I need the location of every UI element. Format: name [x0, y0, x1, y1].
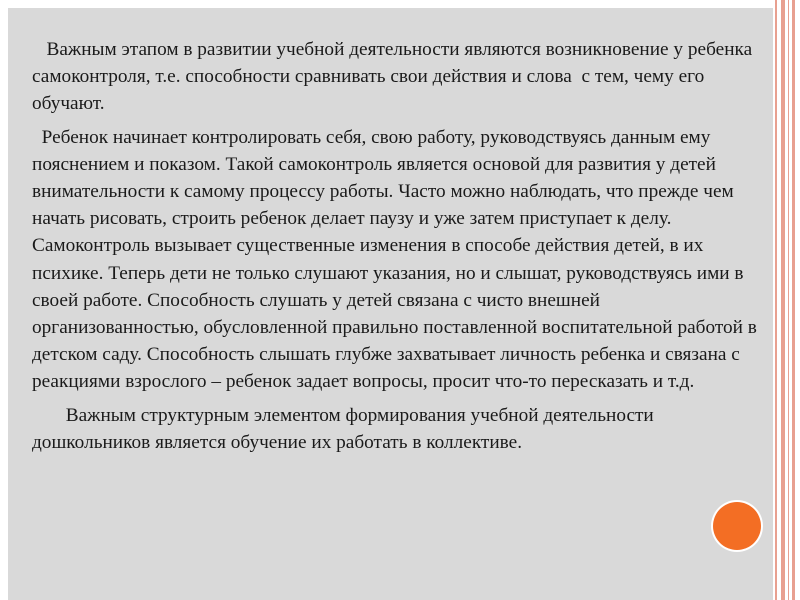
paragraph-collective-work: Важным структурным элементом формирования учебной деятельности дошкольников является обучение их работать в коллективе.	[32, 404, 659, 453]
decorative-stripe	[792, 0, 795, 600]
orange-circle-decoration	[713, 502, 761, 550]
decorative-stripe	[781, 0, 785, 600]
decorative-stripe	[775, 0, 777, 600]
slide-text	[32, 36, 767, 462]
paragraph-self-control: Важным этапом в развитии учебной деятельности являются возникновение у ребенка самоконтроля, т.е. способности сравнивать свои действия и слова с тем, чему его обучают.	[32, 39, 757, 115]
decorative-stripe	[788, 0, 789, 600]
paragraph-development: Ребенок начинает контролировать себя, свою работу, руководствуясь данным ему пояснением и показом. Такой самоконтроль является основой для развития у детей внимательности к самому процессу работы. Часто можно наблюдать, что прежде чем начать рисовать, строить ребенок делает паузу и уже затем приступает к делу. Самоконтроль вызывает существенные изменения в способе действия детей, в их психике. Теперь дети не только слушают указания, но и слышат, руководствуясь ими в своей работе. Способность слушать у детей связана с чисто внешней организованностью, обусловленной правильно поставленной воспитательной работой в детском саду. Способность слышать глубже захватывает личность ребенка и связана с реакциями взрослого – ребенок задает вопросы, просит что-то пересказать и т.д.	[32, 126, 762, 393]
